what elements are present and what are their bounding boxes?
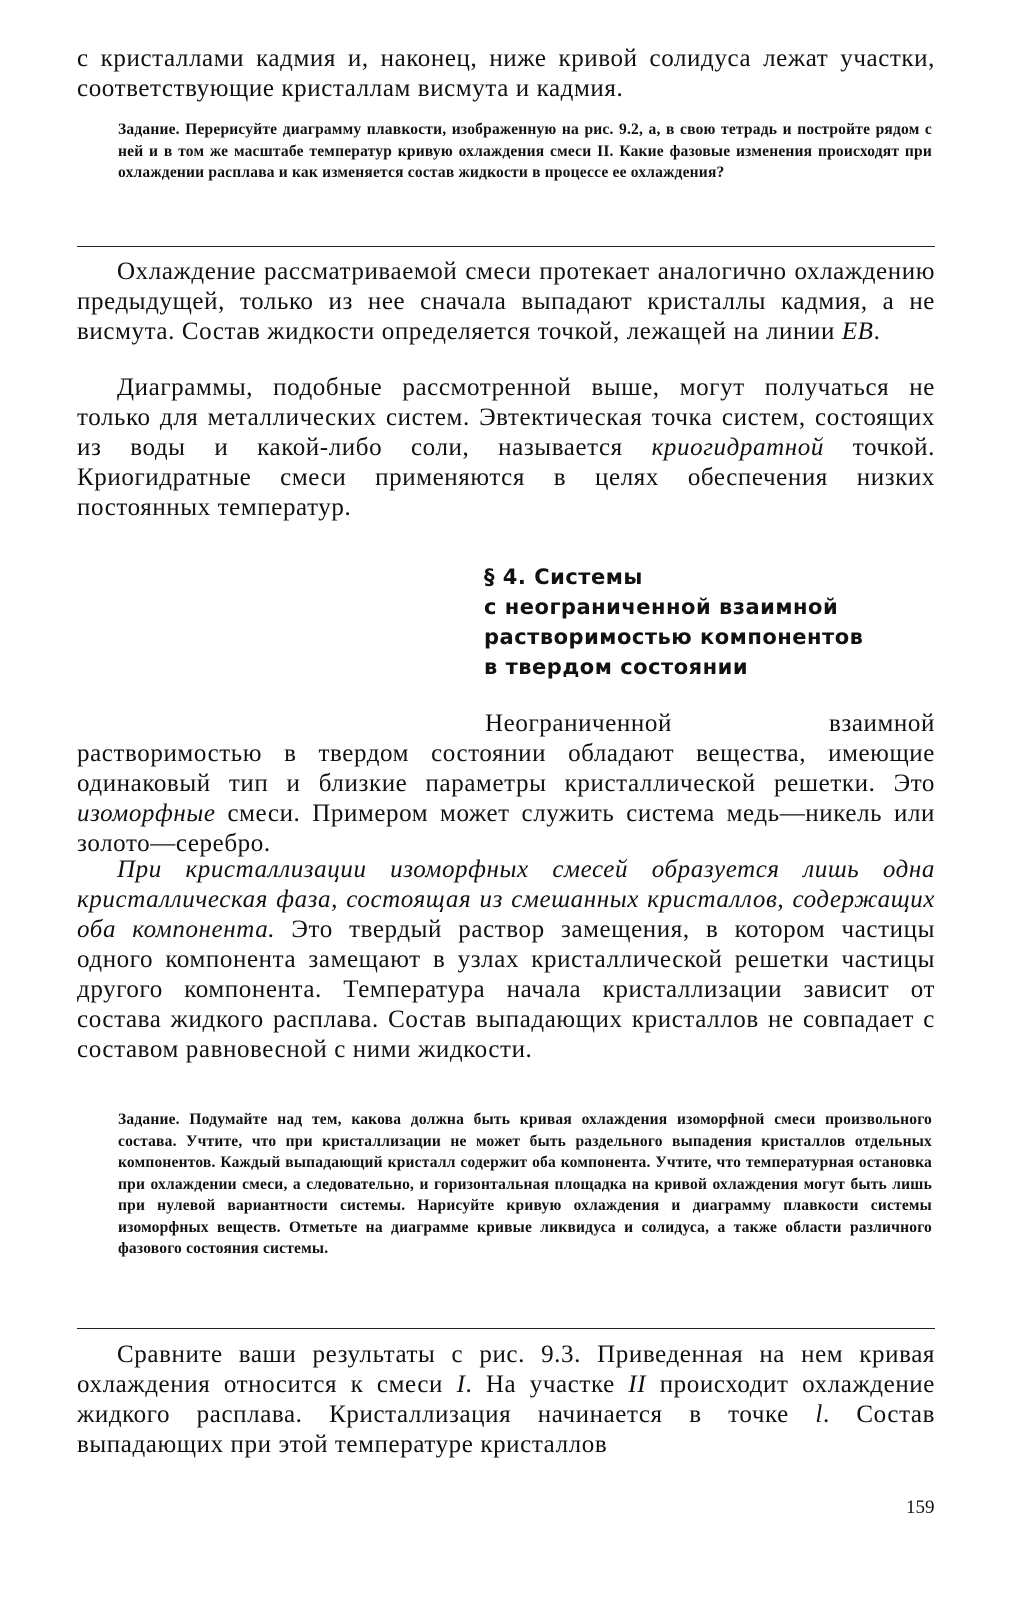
paragraph-cooling [77, 257, 935, 347]
paragraph-isomorphic-text: Неограниченной взаимной растворимостью в твердом состоянии обладают вещества, имеющие одинаковый тип и близкие параметры кристаллической решетки. Это [77, 710, 935, 797]
paragraph-crystallization-rest: Это твердый раствор замещения, в котором частицы одного компонента замещают в узлах кристаллической решетки частицы другого компонента. Температура начала кристаллизации зависит от состава жидкого расплава. Состав выпадающих кристаллов не совпадает с составом равновесной с ними жидкости. [77, 916, 935, 1063]
paragraph-compare-text-1: Сравните ваши результаты с рис. 9.3. Приведенная на нем кривая охлаждения относится к смеси [77, 1341, 935, 1398]
paragraph-diagrams [77, 373, 935, 523]
paragraph-diagrams-text: Диаграммы, подобные рассмотренной выше, могут получаться не только для металлических систем. Эвтектическая точка систем, состоящих из воды и какой-либо соли, называется [77, 374, 935, 461]
paragraph-compare-em-1: I [456, 1371, 466, 1398]
separator-rule-1 [77, 246, 935, 247]
paragraph-compare-text-2: . На участке [465, 1371, 615, 1398]
page-number: 159 [906, 1497, 935, 1518]
paragraph-compare-text-3: происходит охлаждение жидкого расплава. Кристаллизация начинается в точке [77, 1371, 935, 1428]
paragraph-cooling-text: Охлаждение рассматриваемой смеси протекает аналогично охлаждению предыдущей, только из нее сначала выпадают кристаллы кадмия, а не висмута. Состав жидкости определяется точкой, лежащей на линии [77, 258, 935, 345]
section-heading-line-1: § 4. Системы [484, 565, 643, 589]
section-heading-line-4: в твердом состоянии [484, 655, 749, 679]
section-heading-line-3: растворимостью компонентов [484, 625, 864, 649]
paragraph-isomorphic-rest: смеси. Примером может служить система медь—никель или золото—серебро. [77, 800, 935, 857]
task-2-text: Подумайте над тем, какова должна быть кривая охлаждения изоморфной смеси произвольного состава. Учтите, что при кристаллизации не может быть раздельного выпадения кристаллов отдельных компонентов. Каждый выпадающий кристалл содержит оба компонента. Учтите, что температурная остановка при охлаждении смеси, а следовательно, и горизонтальная площадка на кривой охлаждения могут быть лишь при нулевой вариантности системы. Нарисуйте кривую охлаждения и диаграмму плавкости системы изоморфных веществ. Отметьте на диаграмме кривые ликвидуса и солидуса, а также области различного фазового состояния системы. [118, 1111, 932, 1257]
paragraph-compare-text-4: . Состав выпадающих при этой температуре кристаллов [77, 1401, 935, 1458]
paragraph-crystallization-em: При кристаллизации изоморфных смесей образуется лишь одна кристаллическая фаза, состоящая из смешанных кристаллов, содержащих оба компонента. [77, 856, 935, 943]
paragraph-crystallization [77, 855, 935, 1065]
paragraph-compare-em-3: l [815, 1401, 823, 1428]
paragraph-compare [77, 1340, 935, 1460]
paragraph-cooling-em: EB [841, 318, 874, 345]
task-2 [118, 1109, 932, 1260]
task-1-label: Задание. [118, 121, 180, 138]
paragraph-diagrams-em: криогидратной [651, 434, 824, 461]
paragraph-isomorphic-em: изоморфные [77, 800, 216, 827]
paragraph-compare-em-2: II [628, 1371, 647, 1398]
task-1-text: Перерисуйте диаграмму плавкости, изображенную на рис. 9.2, а, в свою тетрадь и постройте рядом с ней и в том же масштабе температур кривую охлаждения смеси II. Какие фазовые изменения происходят при охлаждении расплава и как изменяется состав жидкости в процессе ее охлаждения? [118, 121, 933, 181]
section-heading-line-2: с неограниченной взаимной [484, 595, 839, 619]
section-heading [484, 562, 924, 682]
paragraph-cooling-end: . [873, 318, 881, 345]
top-paragraph: с кристаллами кадмия и, наконец, ниже кривой солидуса лежат участки, соответствующие кристаллам висмута и кадмия. [77, 45, 935, 102]
task-1 [118, 119, 932, 184]
task-2-label: Задание. [118, 1111, 180, 1128]
paragraph-diagrams-rest: точкой. Криогидратные смеси применяются в целях обеспечения низких постоянных температур. [77, 434, 936, 521]
separator-rule-2 [77, 1328, 935, 1329]
paragraph-isomorphic [77, 709, 935, 859]
